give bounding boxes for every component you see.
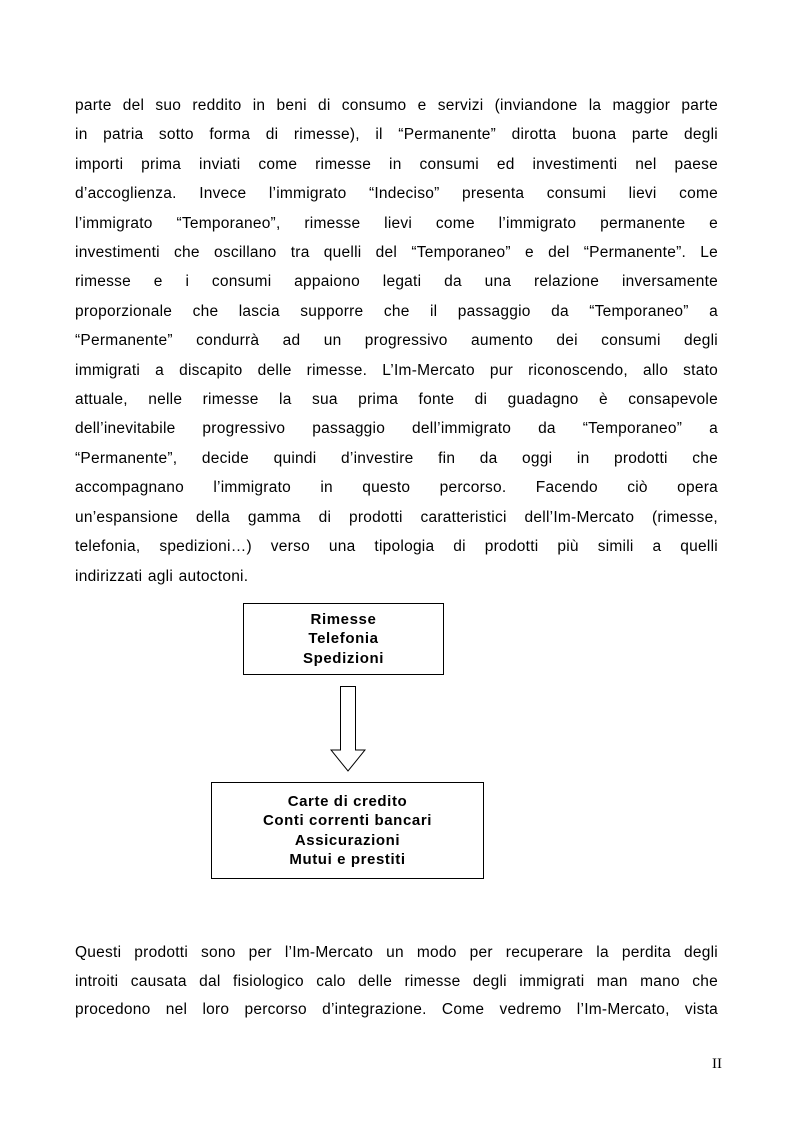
text-line: telefonia, spedizioni…) verso una tipologia di prodotti più simili a quelli [75, 538, 718, 556]
down-arrow-icon [330, 686, 366, 772]
text-line: “Permanente”, decide quindi d’investire fin da oggi in prodotti che [75, 449, 718, 467]
box-item: Carte di credito [287, 792, 408, 810]
box-item: Rimesse [310, 610, 377, 628]
box-item: Conti correnti bancari [262, 812, 433, 829]
text-line: proporzionale che lascia supporre che il passaggio da “Temporaneo” a [75, 302, 718, 320]
text-line: investimenti che oscillano tra quelli del “Temporaneo” e del “Permanente”. Le [75, 244, 718, 262]
text-line: attuale, nelle rimesse la sua prima fonte di guadagno è consapevole [75, 391, 718, 409]
page-number: II [712, 1056, 722, 1072]
traditional-products-box [243, 603, 444, 675]
body-paragraph-1 [75, 91, 718, 591]
text-line: parte del suo reddito in beni di consumo e servizi (inviandone la maggior parte [75, 97, 718, 114]
text-line: in patria sotto forma di rimesse), il “Permanente” dirotta buona parte degli [75, 126, 718, 144]
text-line: un’espansione della gamma di prodotti caratteristici dell’Im-Mercato (rimesse, [75, 508, 718, 526]
box-item: Spedizioni [303, 649, 384, 667]
text-line: importi prima inviati come rimesse in consumi ed investimenti nel paese [75, 155, 718, 173]
body-paragraph-2 [75, 939, 718, 1025]
box-item: Telefonia [308, 630, 379, 648]
text-line: rimesse e i consumi appaiono legati da una relazione inversamente [75, 273, 718, 291]
text-line: “Permanente” condurrà ad un progressivo aumento dei consumi degli [75, 332, 718, 350]
text-line: l’immigrato “Temporaneo”, rimesse lievi come l’immigrato permanente e [75, 214, 718, 232]
box-item: Mutui e prestiti [289, 851, 406, 868]
text-line: d’accoglienza. Invece l’immigrato “Indeciso” presenta consumi lievi come [75, 185, 718, 203]
text-line: indirizzati agli autoctoni. [75, 567, 249, 585]
text-line: immigrati a discapito delle rimesse. L’Im-Mercato pur riconoscendo, allo stato [75, 361, 718, 379]
text-line: introiti causata dal fisiologico calo delle rimesse degli immigrati man mano che [75, 972, 718, 990]
text-line: Questi prodotti sono per l’Im-Mercato un modo per recuperare la perdita degli [75, 944, 718, 961]
box-item: Assicurazioni [294, 831, 401, 849]
text-line: procedono nel loro percorso d’integrazione. Come vedremo l’Im-Mercato, vista [75, 1001, 718, 1018]
text-line: accompagnano l’immigrato in questo percorso. Facendo ciò opera [75, 479, 718, 497]
new-products-box [211, 782, 484, 879]
text-line: dell’inevitabile progressivo passaggio dell’immigrato da “Temporaneo” a [75, 420, 718, 438]
